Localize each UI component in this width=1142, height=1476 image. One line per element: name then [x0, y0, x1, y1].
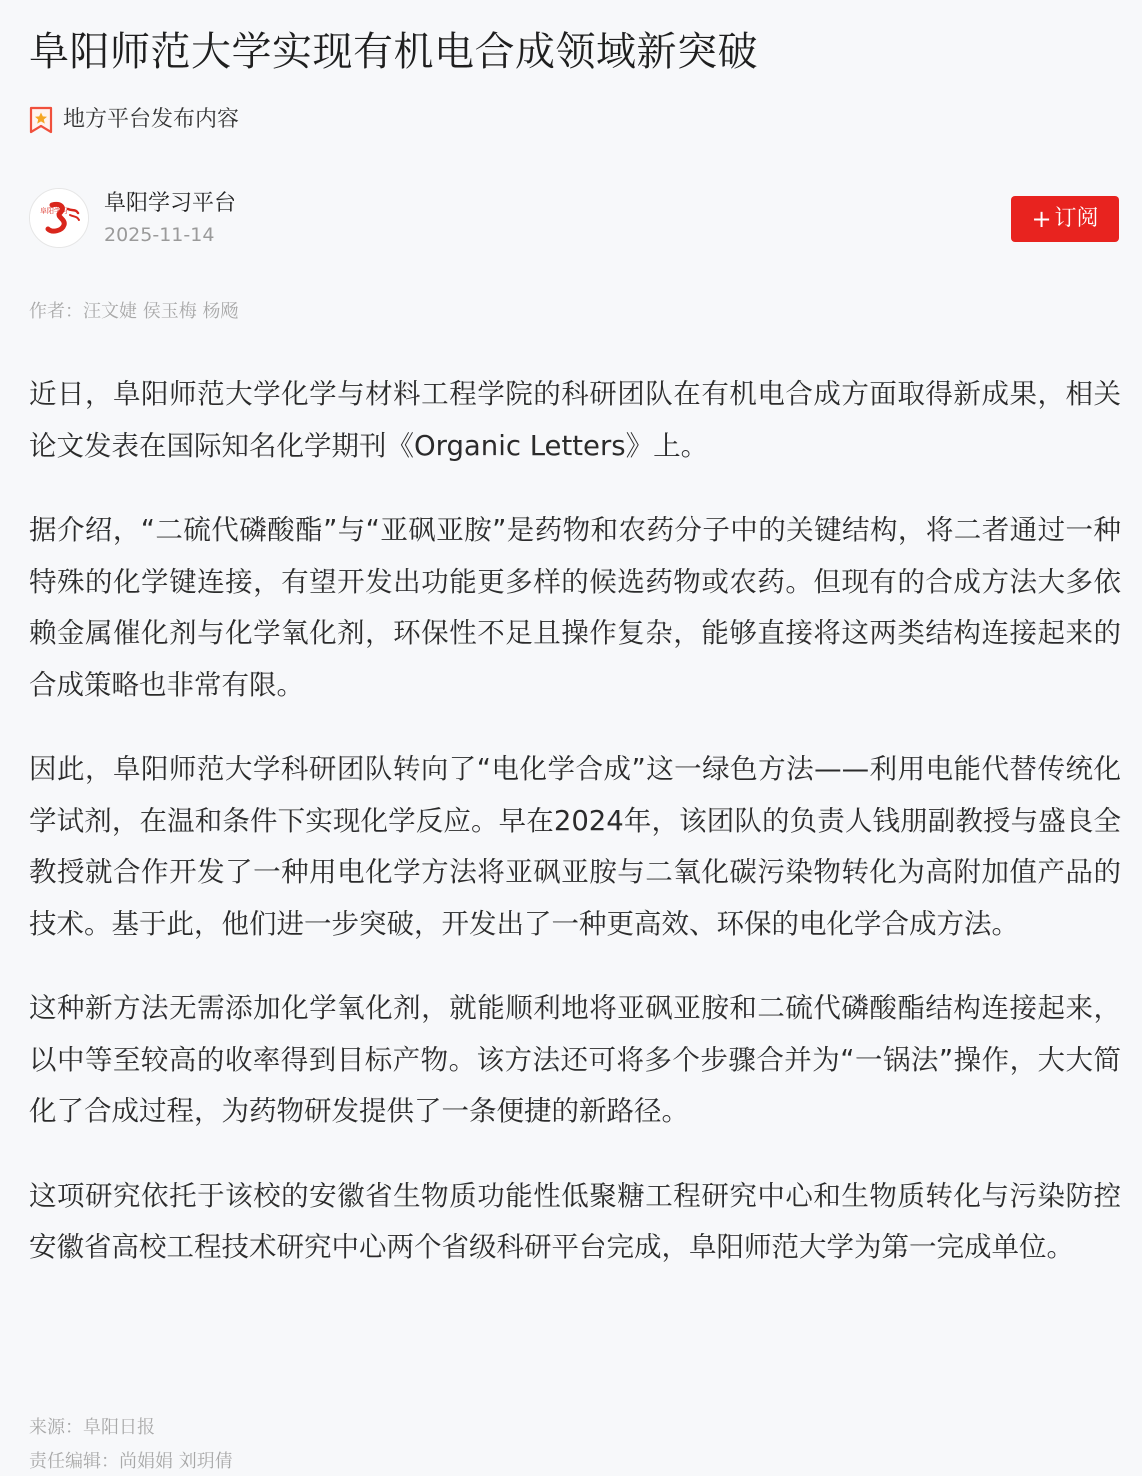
article-paragraph: 因此，阜阳师范大学科研团队转向了“电化学合成”这一绿色方法——利用电能代替传统化学试剂，在温和条件下实现化学反应。早在2024年，该团队的负责人钱朋副教授与盛良全教授就合作开发了一种用电化学方法将亚砜亚胺与二氧化碳污染物转化为高附加值产品的技术。基于此，他们进一步突破，开发出了一种更高效、环保的电化学合成方法。: [29, 753, 1121, 940]
avatar-logo-text: 阜阳学习: [40, 207, 68, 215]
avatar[interactable]: [29, 188, 89, 248]
article-source: 来源：阜阳日报: [29, 1417, 155, 1438]
responsible-editor: 责任编辑：尚娟娟 刘玥倩: [29, 1451, 233, 1472]
subscribe-label: 订阅: [1054, 206, 1099, 231]
article-paragraph: 近日，阜阳师范大学化学与材料工程学院的科研团队在有机电合成方面取得新成果，相关论文发表在国际知名化学期刊《Organic Letters》上。: [29, 378, 1121, 462]
article-paragraph: 据介绍，“二硫代磷酸酯”与“亚砜亚胺”是药物和农药分子中的关键结构，将二者通过一种特殊的化学键连接，有望开发出功能更多样的候选药物或农药。但现有的合成方法大多依赖金属催化剂与化学氧化剂，环保性不足且操作复杂，能够直接将这两类结构连接起来的合成策略也非常有限。: [29, 514, 1121, 701]
byline: 作者：汪文婕 侯玉梅 杨飏: [29, 301, 239, 322]
publish-date: 2025-11-14: [104, 224, 215, 246]
plus-icon: +: [1031, 205, 1052, 233]
subscribe-button[interactable]: [1011, 196, 1119, 242]
article-paragraph: 这项研究依托于该校的安徽省生物质功能性低聚糖工程研究中心和生物质转化与污染防控安徽省高校工程技术研究中心两个省级科研平台完成，阜阳师范大学为第一完成单位。: [29, 1179, 1121, 1263]
platform-tag: [29, 103, 239, 137]
article-body: [29, 369, 1121, 1307]
article-paragraph: 这种新方法无需添加化学氧化剂，就能顺利地将亚砜亚胺和二硫代磷酸酯结构连接起来，以中等至较高的收率得到目标产物。该方法还可将多个步骤合并为“一锅法”操作，大大简化了合成过程，为药物研发提供了一条便捷的新路径。: [29, 992, 1121, 1127]
article-title: 阜阳师范大学实现有机电合成领域新突破: [29, 29, 758, 75]
account-name[interactable]: 阜阳学习平台: [104, 191, 237, 216]
bookmark-star-icon: [29, 106, 53, 134]
platform-tag-label: 地方平台发布内容: [63, 107, 240, 132]
author-row: [29, 186, 1119, 250]
